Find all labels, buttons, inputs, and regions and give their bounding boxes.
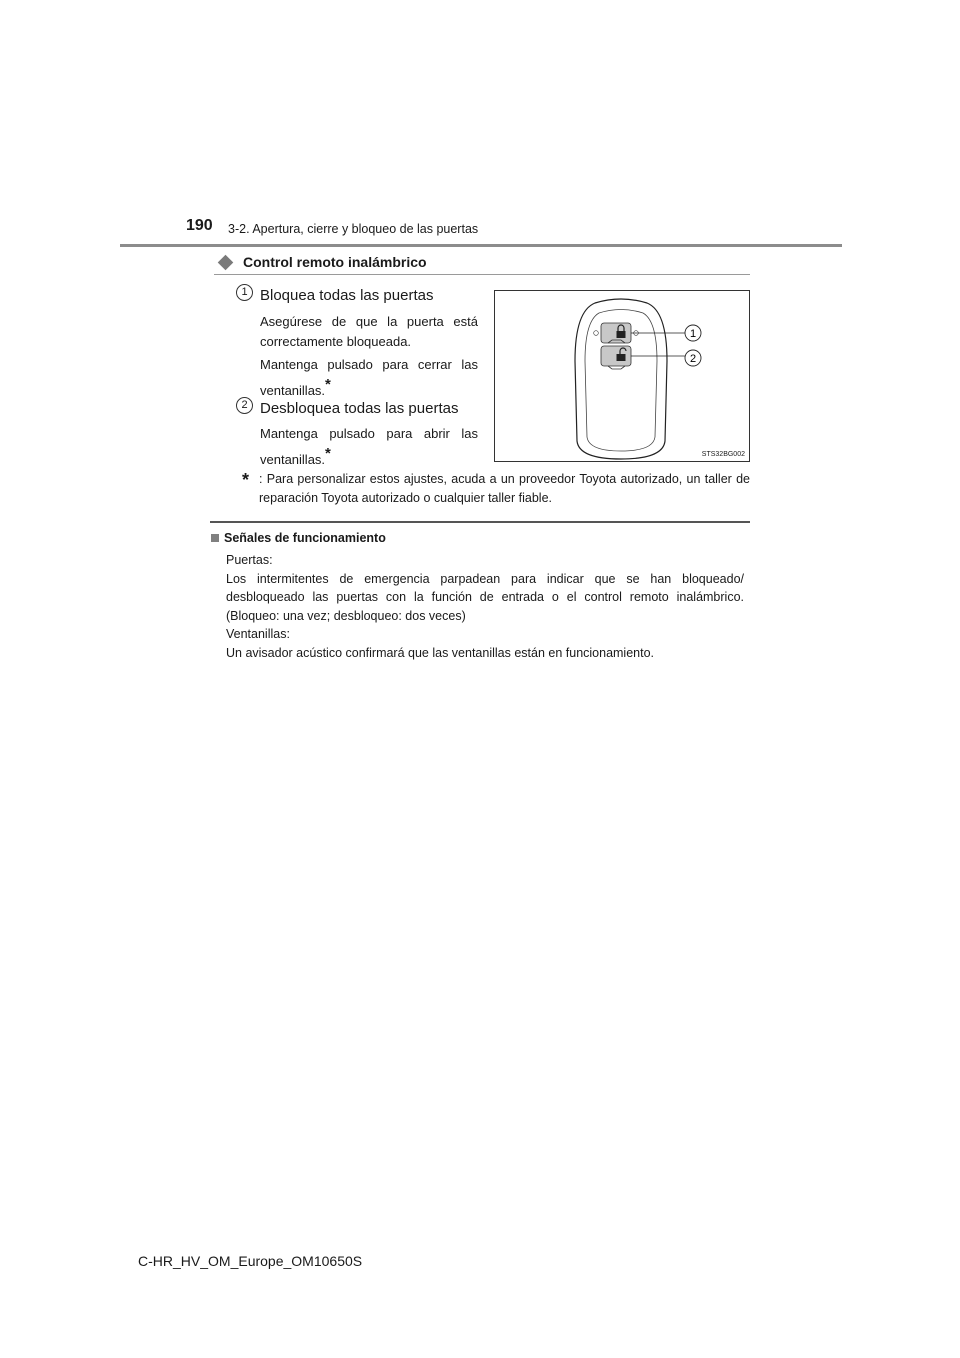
footer-document-code: C-HR_HV_OM_Europe_OM10650S [138, 1253, 363, 1269]
callout-2-label: 2 [689, 353, 697, 365]
key-fob-illustration [495, 291, 749, 461]
section-header: 3-2. Apertura, cierre y bloqueo de las puertas [228, 222, 479, 236]
item-number-2-icon: 2 [236, 397, 253, 414]
paragraph: Ventanillas: [226, 627, 290, 641]
item-2-paragraph-1: Mantenga pulsado para abrir las ventanillas.* [260, 426, 478, 467]
callout-1-label: 1 [689, 328, 697, 340]
subsection-heading [211, 531, 386, 545]
footnote-asterisk: * [242, 470, 250, 490]
item-2-title: Desbloquea todas las puertas [260, 400, 459, 417]
diamond-bullet-icon [218, 254, 234, 270]
paragraph: Un avisador acústico confirmará que las ventanillas están en funcionamiento. [226, 645, 655, 660]
item-1-paragraph-2: Mantenga pulsado para cerrar las ventanillas.* [260, 357, 478, 398]
square-bullet-icon [211, 534, 219, 542]
paragraph: Puertas: [226, 553, 273, 567]
item-number-1-icon: 1 [236, 284, 253, 301]
asterisk-mark: * [325, 445, 331, 462]
section-heading [218, 254, 427, 270]
figure-code: STS32BG002 [701, 451, 745, 458]
paragraph: Los intermitentes de emergencia parpadean para indicar que se han bloqueado/ desbloqueado las puertas con la función de entrada o el control remoto inalámbrico. (Bloqueo: una vez; desbloqueo: dos veces) [226, 571, 744, 623]
header-rule [120, 244, 842, 247]
section-heading-rule [214, 274, 750, 275]
unlock-button [601, 346, 631, 366]
page-number: 190 [186, 217, 213, 234]
key-fob-figure [494, 290, 750, 462]
section-title: Control remoto inalámbrico [243, 254, 427, 270]
item-1-paragraph-1: Asegúrese de que la puerta está correctamente bloqueada. [260, 314, 478, 349]
footnote [242, 470, 750, 508]
subsection-body [226, 551, 744, 662]
item-1-title: Bloquea todas las puertas [260, 287, 434, 304]
subsection-rule [210, 521, 750, 523]
subsection-title: Señales de funcionamiento [224, 531, 386, 545]
asterisk-mark: * [325, 376, 331, 393]
footnote-text: : Para personalizar estos ajustes, acuda a un proveedor Toyota autorizado, un taller de reparación Toyota autorizado o cualquier taller fiable. [259, 472, 750, 505]
